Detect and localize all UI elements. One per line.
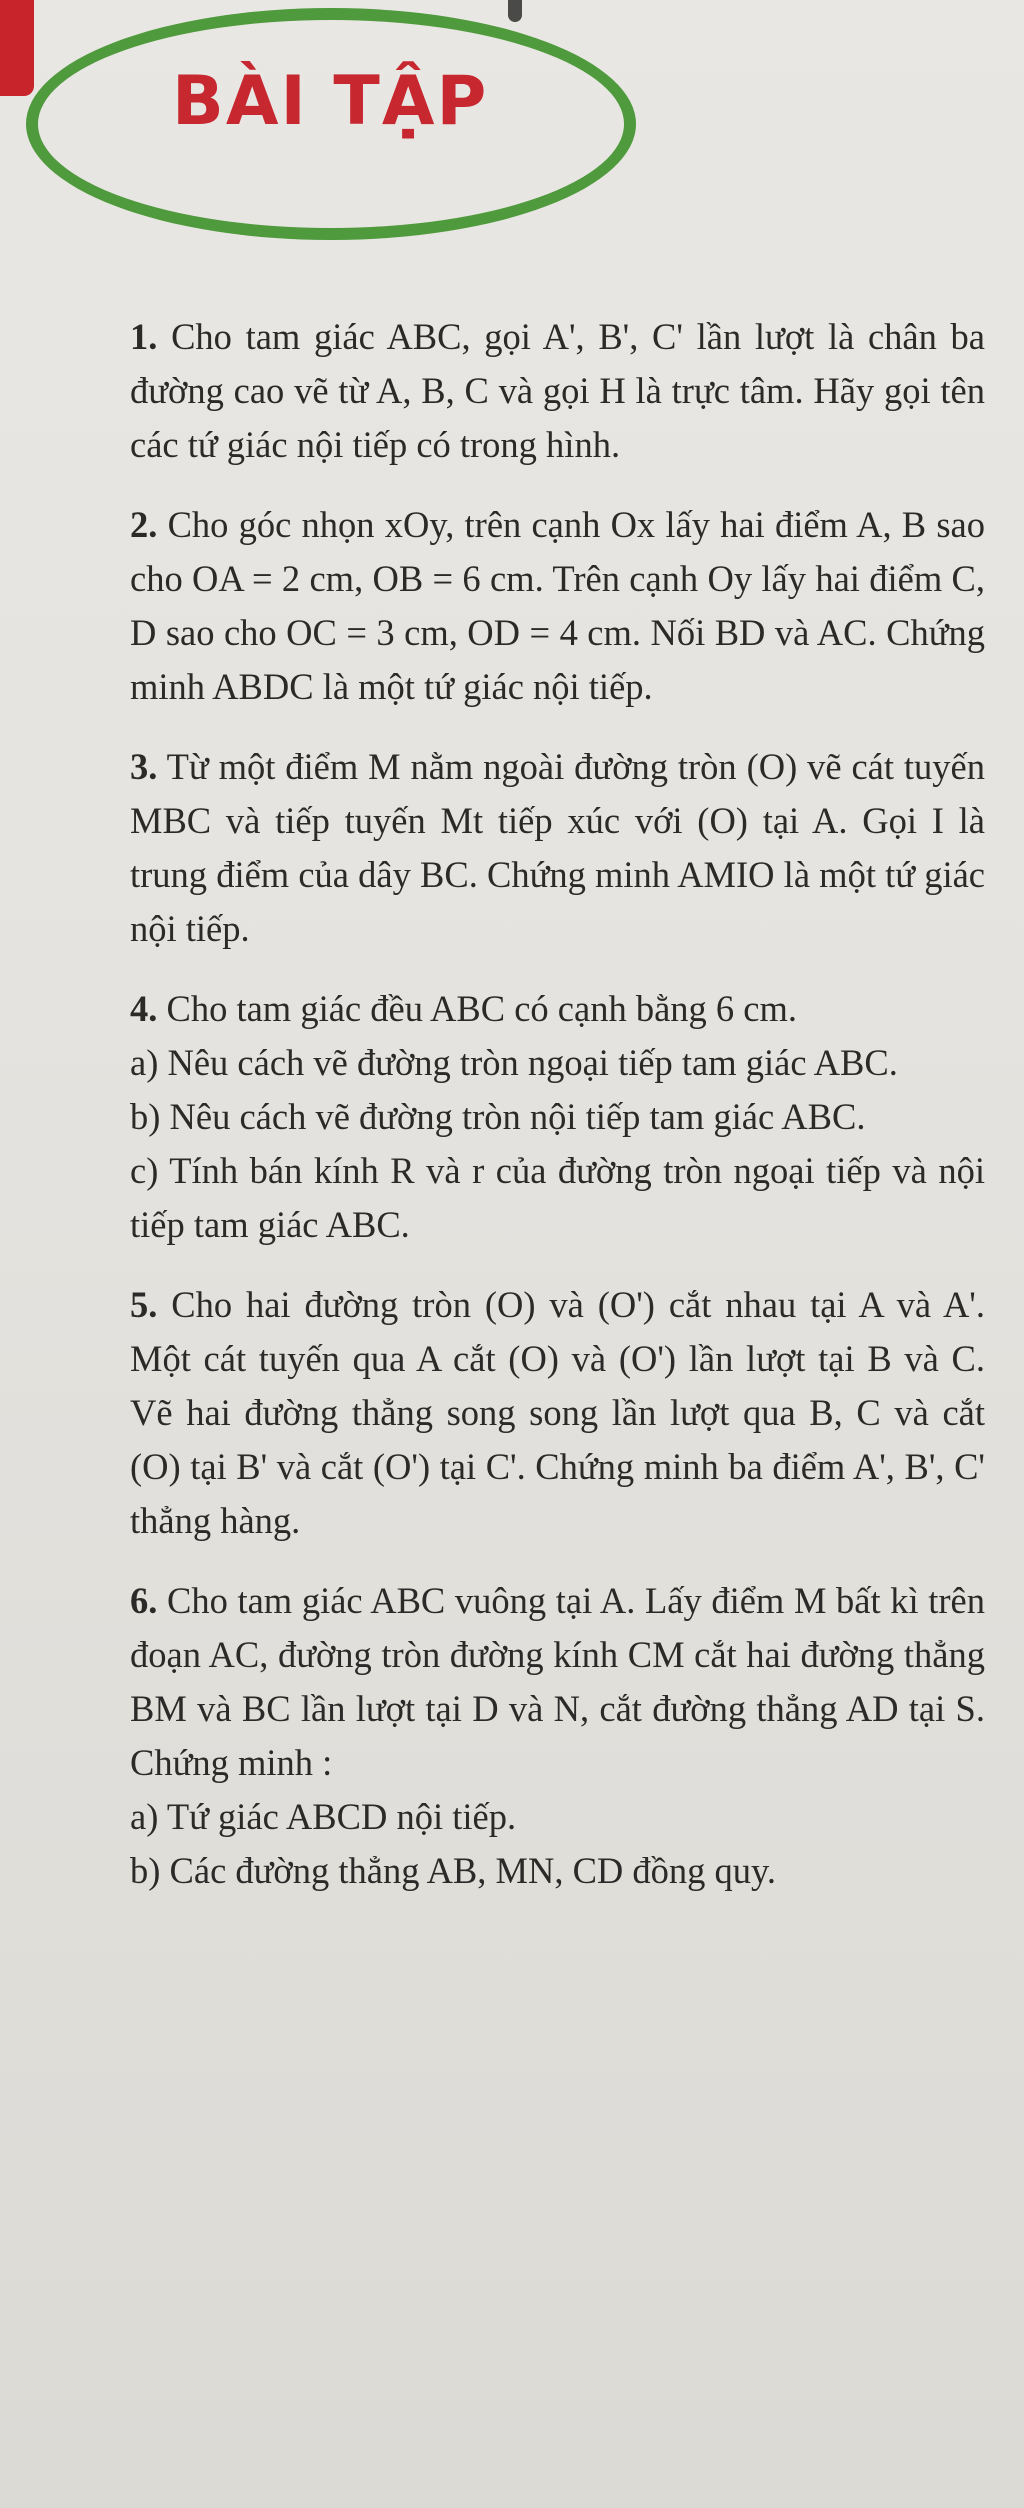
exercise-statement: Cho tam giác đều ABC có cạnh bằng 6 cm. <box>166 988 797 1029</box>
exercise-statement: Từ một điểm M nằm ngoài đường tròn (O) vẽ cát tuyến MBC và tiếp tuyến Mt tiếp xúc với (O) tại A. Gọi I là trung điểm của dây BC. Chứng minh AMIO là một tứ giác nội tiếp. <box>130 746 985 949</box>
exercise-2 <box>130 498 985 714</box>
exercise-number: 4. <box>130 988 158 1029</box>
red-corner-tab <box>0 0 34 96</box>
page-title: BÀI TẬP <box>172 62 489 141</box>
exercise-6-part-b: b) Các đường thẳng AB, MN, CD đồng quy. <box>130 1850 777 1891</box>
exercise-number: 2. <box>130 504 158 545</box>
exercise-2-text <box>130 498 985 714</box>
exercise-number: 1. <box>130 316 158 357</box>
exercise-statement: Cho tam giác ABC, gọi A', B', C' lần lượt là chân ba đường cao vẽ từ A, B, C và gọi H là trực tâm. Hãy gọi tên các tứ giác nội tiếp có trong hình. <box>130 316 986 465</box>
exercise-3 <box>130 740 985 956</box>
exercise-number: 6. <box>130 1580 158 1621</box>
exercise-statement: Cho góc nhọn xOy, trên cạnh Ox lấy hai điểm A, B sao cho OA = 2 cm, OB = 6 cm. Trên cạnh Oy lấy hai điểm C, D sao cho OC = 3 cm, OD = 4 cm. Nối BD và AC. Chứng minh ABDC là một tứ giác nội tiếp. <box>130 504 985 707</box>
exercise-3-text <box>130 740 985 956</box>
exercise-5-text <box>130 1278 985 1548</box>
exercise-statement: Cho tam giác ABC vuông tại A. Lấy điểm M bất kì trên đoạn AC, đường tròn đường kính CM cắt hai đường thẳng BM và BC lần lượt tại D và N, cắt đường thẳng AD tại S. Chứng minh : <box>130 1580 985 1783</box>
exercise-4-text <box>130 982 985 1036</box>
exercise-1-text <box>130 310 985 472</box>
exercise-statement: Cho hai đường tròn (O) và (O') cắt nhau tại A và A'. Một cát tuyến qua A cắt (O) và (O') lần lượt tại B và C. Vẽ hai đường thẳng song song lần lượt qua B, C và cắt (O) tại B' và cắt (O') tại C'. Chứng minh ba điểm A', B', C' thẳng hàng. <box>130 1284 986 1541</box>
exercise-1 <box>130 310 985 472</box>
binding-pin <box>508 0 522 22</box>
exercise-4 <box>130 982 985 1252</box>
exercise-list <box>130 310 985 1924</box>
exercise-4-part-c: c) Tính bán kính R và r của đường tròn ngoại tiếp và nội tiếp tam giác ABC. <box>130 1150 985 1245</box>
exercise-4-part-a: a) Nêu cách vẽ đường tròn ngoại tiếp tam giác ABC. <box>130 1042 898 1083</box>
exercise-number: 5. <box>130 1284 158 1325</box>
exercise-6-part-a: a) Tứ giác ABCD nội tiếp. <box>130 1796 517 1837</box>
exercise-6 <box>130 1574 985 1898</box>
exercise-5 <box>130 1278 985 1548</box>
exercise-4-part-b: b) Nêu cách vẽ đường tròn nội tiếp tam giác ABC. <box>130 1096 866 1137</box>
exercise-number: 3. <box>130 746 158 787</box>
exercise-6-text <box>130 1574 985 1790</box>
